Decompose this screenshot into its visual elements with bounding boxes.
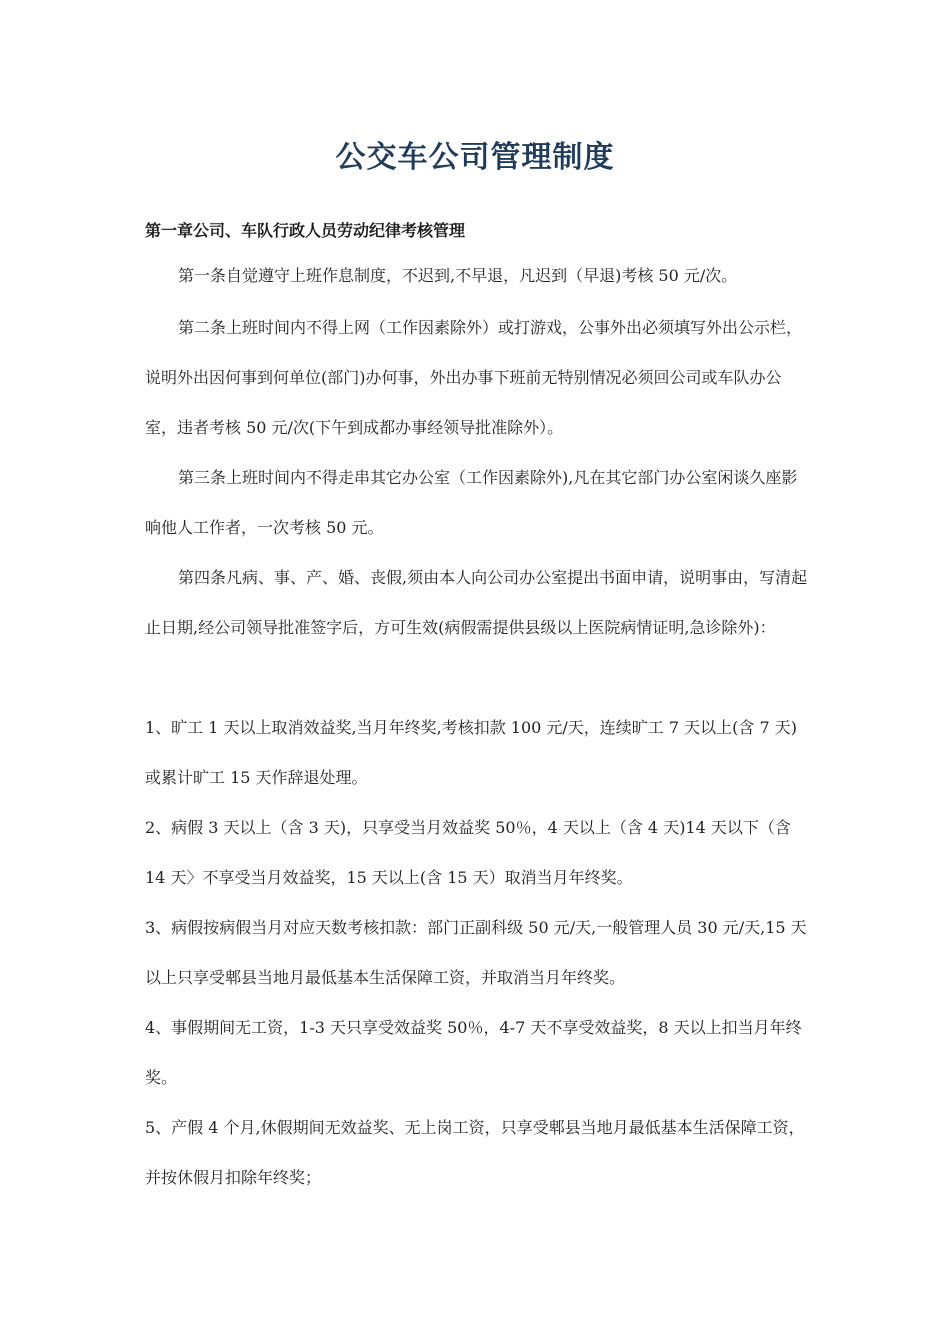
list-item-1: 1、旷工 1 天以上取消效益奖,当月年终奖,考核扣款 100 元/天，连续旷工 7 天以上(含 7 天)或累计旷工 15 天作辞退处理。 — [145, 718, 797, 787]
list-item-4: 4、事假期间无工资，1-3 天只享受效益奖 50％，4-7 天不享受效益奖，8 天以上扣当月年终奖。 — [145, 1018, 802, 1087]
article-3: 第三条上班时间内不得走串其它办公室（工作因素除外),凡在其它部门办公室闲谈久座影响他人工作者，一次考核 50 元。 — [145, 468, 798, 537]
article-2: 第二条上班时间内不得上网（工作因素除外）或打游戏，公事外出必须填写外出公示栏，说明外出因何事到何单位(部门)办何事，外出办事下班前无特别情况必须回公司或车队办公室，违者考核 50 元/次(下午到成都办事经领导批准除外）。 — [145, 318, 803, 437]
list-item-3: 3、病假按病假当月对应天数考核扣款：部门正副科级 50 元/天,一般管理人员 30 元/天,15 天以上只享受郫县当地月最低基本生活保障工资，并取消当月年终奖。 — [145, 918, 807, 987]
list-item-2: 2、病假 3 天以上（含 3 天)，只享受当月效益奖 50％，4 天以上（含 4 天)14 天以下（含 14 天〉不享受当月效益奖，15 天以上(含 15 天）取消当月年终奖。 — [145, 818, 791, 887]
list-item-5: 5、产假 4 个月,休假期间无效益奖、无上岗工资，只享受郫县当地月最低基本生活保障工资，并按休假月扣除年终奖； — [145, 1118, 805, 1187]
article-4: 第四条凡病、事、产、婚、丧假,须由本人向公司办公室提出书面申请，说明事由，写清起止日期,经公司领导批准签字后，方可生效(病假需提供县级以上医院病情证明,急诊除外)： — [145, 568, 808, 637]
article-1: 第一条自觉遵守上班作息制度，不迟到,不早退，凡迟到（早退)考核 50 元/次。 — [178, 266, 738, 285]
document-title: 公交车公司管理制度 — [335, 140, 615, 175]
chapter-heading: 第一章公司、车队行政人员劳动纪律考核管理 — [145, 221, 466, 240]
